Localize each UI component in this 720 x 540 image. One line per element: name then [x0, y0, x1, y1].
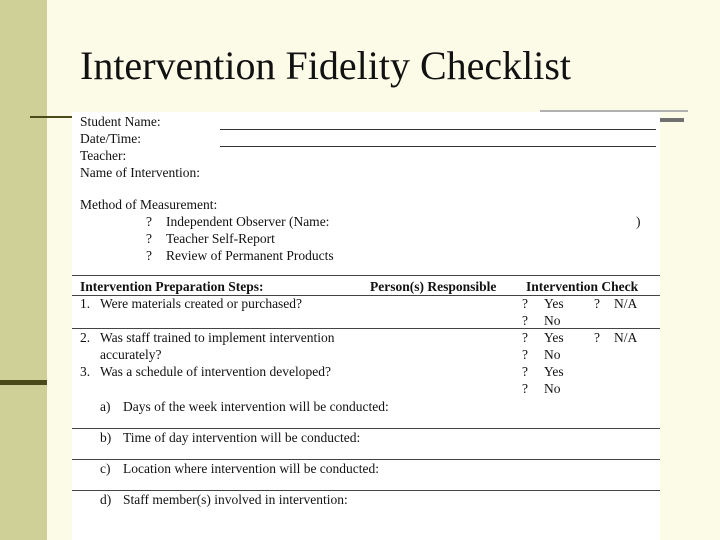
checkbox[interactable]: ?: [594, 296, 600, 311]
step-1-number: 1.: [80, 296, 91, 311]
check-yes-label: Yes: [544, 364, 564, 379]
checkbox[interactable]: ?: [522, 313, 528, 328]
row-divider: [72, 428, 660, 429]
checkbox[interactable]: ?: [522, 381, 528, 396]
date-time-field[interactable]: [220, 146, 656, 147]
subitem-a-letter: a): [100, 399, 111, 414]
check-yes-label: Yes: [544, 330, 564, 345]
left-accent-bar: [0, 380, 47, 385]
student-name-field[interactable]: [220, 129, 656, 130]
checkbox[interactable]: ?: [594, 330, 600, 345]
row-divider: [72, 490, 660, 491]
row-divider: [72, 328, 660, 329]
subitem-c-letter: c): [100, 461, 111, 476]
intervention-name-label: Name of Intervention:: [80, 165, 200, 180]
step-2-text-continued: accurately?: [100, 347, 162, 362]
step-1-text: Were materials created or purchased?: [100, 296, 303, 311]
responsible-column-header: Person(s) Responsible: [370, 279, 497, 294]
subitem-d-text: Staff member(s) involved in intervention:: [123, 492, 348, 507]
checkbox[interactable]: ?: [522, 347, 528, 362]
step-2-number: 2.: [80, 330, 91, 345]
step-3-text: Was a schedule of intervention developed?: [100, 364, 331, 379]
measurement-heading: Method of Measurement:: [80, 197, 218, 212]
step-3-number: 3.: [80, 364, 91, 379]
check-no-label: No: [544, 313, 561, 328]
student-name-label: Student Name:: [80, 114, 161, 129]
checkbox[interactable]: ?: [522, 330, 528, 345]
check-na-label: N/A: [614, 330, 638, 345]
subitem-d-letter: d): [100, 492, 112, 507]
subitem-a-text: Days of the week intervention will be conducted:: [123, 399, 389, 414]
title-accent-block: [660, 118, 684, 122]
check-no-label: No: [544, 381, 561, 396]
title-underline-left: [30, 116, 76, 118]
option-independent-observer: Independent Observer (Name:: [166, 214, 330, 229]
check-no-label: No: [544, 347, 561, 362]
steps-column-header: Intervention Preparation Steps:: [80, 279, 264, 294]
checklist-document: [72, 112, 660, 540]
table-top-rule: [72, 275, 660, 276]
checkbox[interactable]: ?: [146, 214, 152, 229]
checkbox[interactable]: ?: [522, 364, 528, 379]
slide-title: Intervention Fidelity Checklist: [80, 43, 572, 88]
left-decorative-band: [0, 0, 47, 540]
date-time-label: Date/Time:: [80, 131, 142, 146]
subitem-b-text: Time of day intervention will be conducted:: [123, 430, 361, 445]
checkbox[interactable]: ?: [146, 248, 152, 263]
observer-name-close-paren: ): [636, 214, 641, 229]
option-teacher-self-report: Teacher Self-Report: [166, 231, 275, 246]
checkbox[interactable]: ?: [146, 231, 152, 246]
check-column-header: Intervention Check: [526, 279, 639, 294]
subitem-c-text: Location where intervention will be conducted:: [123, 461, 380, 476]
check-na-label: N/A: [614, 296, 638, 311]
check-yes-label: Yes: [544, 296, 564, 311]
row-divider: [72, 459, 660, 460]
step-2-text: Was staff trained to implement intervention: [100, 330, 335, 345]
teacher-label: Teacher:: [80, 148, 127, 163]
checkbox[interactable]: ?: [522, 296, 528, 311]
option-permanent-products: Review of Permanent Products: [166, 248, 334, 263]
subitem-b-letter: b): [100, 430, 112, 445]
